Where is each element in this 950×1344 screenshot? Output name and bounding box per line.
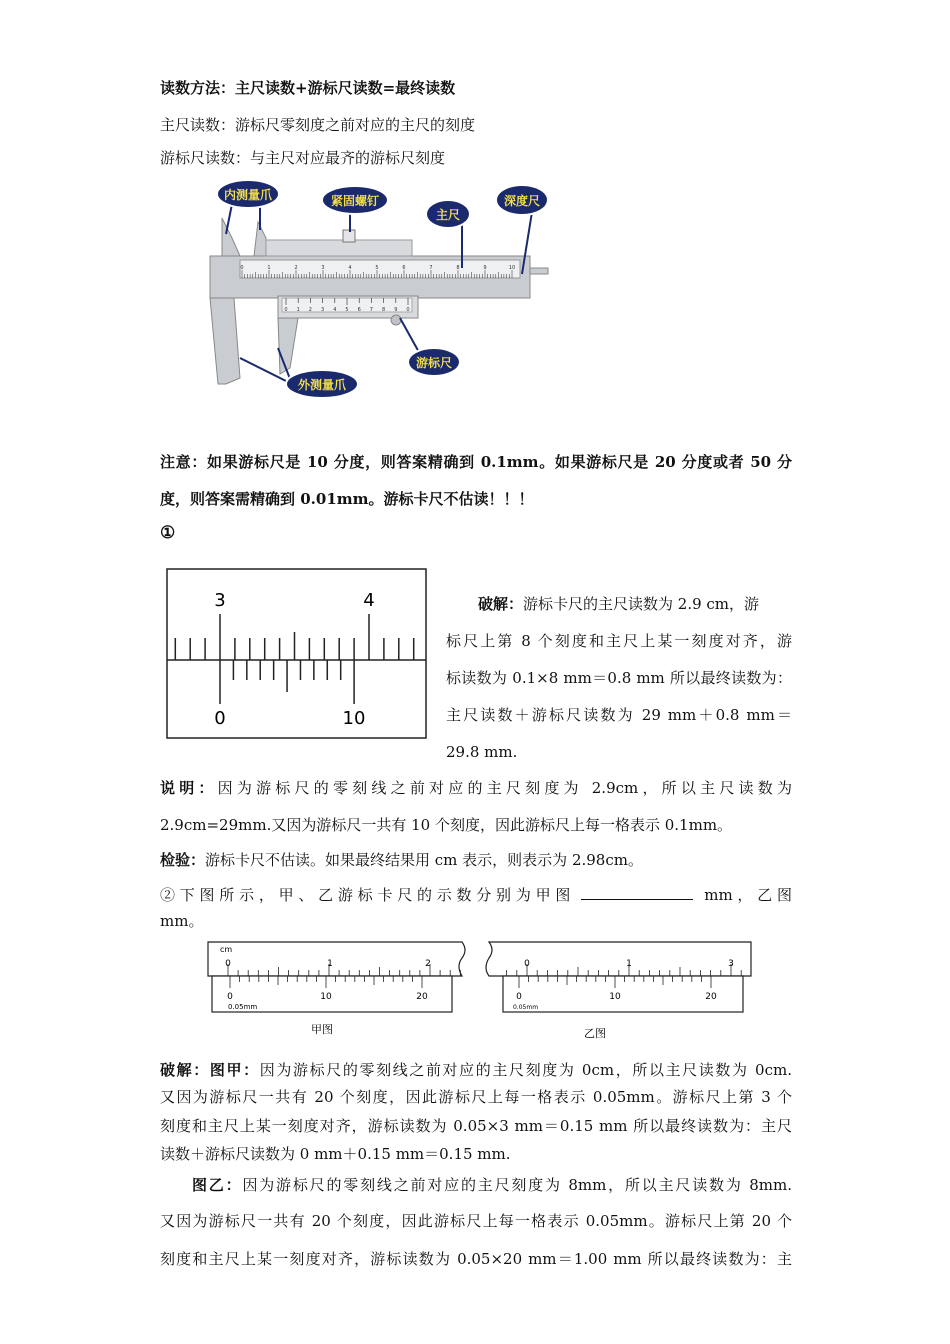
example-1-vernier-figure bbox=[166, 568, 428, 740]
svg-text:内测量爪: 内测量爪 bbox=[223, 188, 273, 202]
main-reading-definition: 主尺读数：游标尺零刻度之前对应的主尺的刻度 bbox=[160, 116, 476, 134]
fig-b-vernier-label-20: 20 bbox=[705, 992, 717, 1002]
solution-b-line-1: 图乙：因为游标尺的零刻线之前对应的主尺刻度为 8mm，所以主尺读数为 8mm. bbox=[192, 1176, 792, 1194]
caliper-outer-jaw-moving bbox=[278, 318, 298, 374]
solution-b-line-2: 又因为游标尺一共有 20 个刻度，因此游标尺上每一格表示 0.05mm。游标尺上第 20 个 bbox=[160, 1212, 792, 1230]
caliper-vernier-tick-label: 0 bbox=[406, 307, 410, 313]
example-1-solution-line-2: 标尺上第 8 个刻度和主尺上某一刻度对齐，游 bbox=[446, 632, 792, 650]
example-1-solution-line-1: 游标卡尺的主尺读数为 2.9 cm，游 bbox=[523, 595, 760, 613]
fig-a-caption: 甲图 bbox=[311, 1023, 333, 1036]
svg-text:深度尺: 深度尺 bbox=[503, 194, 541, 208]
answer-blank-a[interactable] bbox=[581, 885, 693, 900]
caliper-main-tick-label: 8 bbox=[456, 265, 460, 271]
vernier-reading-definition: 游标尺读数：与主尺对应最齐的游标尺刻度 bbox=[160, 149, 446, 167]
label-vernier bbox=[408, 348, 460, 376]
example-1-vernier-label-10: 10 bbox=[342, 708, 366, 729]
caliper-thumb-wheel bbox=[391, 315, 401, 325]
fig-a-vernier-label-0: 0 bbox=[227, 992, 233, 1002]
caliper-outer-jaw-fixed bbox=[210, 298, 240, 384]
caliper-depth-rod bbox=[530, 268, 548, 274]
caliper-main-tick-label: 0 bbox=[240, 265, 244, 271]
caliper-vernier-tick-label: 7 bbox=[369, 307, 373, 313]
caliper-vernier-tick-label: 2 bbox=[308, 307, 312, 313]
example-2-figure-b bbox=[483, 940, 755, 1044]
fig-b-main-label-0: 0 bbox=[524, 959, 530, 969]
caliper-main-tick-label: 2 bbox=[294, 265, 298, 271]
caliper-diagram bbox=[200, 178, 560, 404]
caliper-vernier-tick-label: 3 bbox=[321, 307, 325, 313]
fig-a-main-label-0: 0 bbox=[225, 959, 231, 969]
caliper-vernier-tick-label: 4 bbox=[333, 307, 337, 313]
notice-line-2: 度，则答案需精确到 0.01mm。游标卡尺不估读！！！ bbox=[160, 490, 534, 508]
example-1-frame bbox=[167, 569, 426, 738]
svg-text:外测量爪: 外测量爪 bbox=[297, 378, 347, 392]
caliper-main-tick-label: 4 bbox=[348, 265, 352, 271]
label-inner-jaw bbox=[217, 180, 279, 208]
label-outer-jaw bbox=[286, 370, 358, 398]
example-1-explain-line-1: 说明：因为游标尺的零刻线之前对应的主尺刻度为 2.9cm，所以主尺读数为 bbox=[160, 779, 792, 797]
caliper-vernier-tick-label: 9 bbox=[394, 307, 398, 313]
fig-b-caption: 乙图 bbox=[584, 1027, 606, 1040]
caliper-vernier-tick-label: 0 bbox=[284, 307, 288, 313]
caliper-main-tick-label: 7 bbox=[429, 265, 433, 271]
fig-b-main-label-1: 1 bbox=[626, 959, 632, 969]
example-2-figure-a bbox=[206, 940, 470, 1042]
fig-a-main-label-1: 1 bbox=[327, 959, 333, 969]
example-1-solution-line-5: 29.8 mm. bbox=[446, 743, 518, 761]
caliper-main-tick-label: 3 bbox=[321, 265, 325, 271]
example-1-explain-line-2: 2.9cm=29mm.又因为游标尺一共有 10 个刻度，因此游标尺上每一格表示 0.1mm。 bbox=[160, 816, 733, 834]
svg-text:主尺: 主尺 bbox=[435, 208, 461, 222]
caliper-vernier-tick-label: 1 bbox=[296, 307, 300, 313]
svg-text:游标尺: 游标尺 bbox=[415, 356, 453, 370]
caliper-slider-top bbox=[266, 240, 412, 256]
example-1-check-head: 检验： bbox=[160, 851, 206, 869]
solution-a-line-2: 又因为游标尺一共有 20 个刻度，因此游标尺上每一格表示 0.05mm。游标尺上第 3 个 bbox=[160, 1088, 792, 1106]
example-1-vernier-label-0: 0 bbox=[214, 708, 226, 729]
label-screw bbox=[322, 186, 388, 214]
caliper-main-tick-label: 6 bbox=[402, 265, 406, 271]
fig-b-main-label-2: 3 bbox=[728, 959, 734, 969]
method-heading: 读数方法：主尺读数+游标尺读数=最终读数 bbox=[160, 79, 456, 97]
caliper-vernier-tick-label: 6 bbox=[357, 307, 361, 313]
fig-b-vernier-label-0: 0 bbox=[516, 992, 522, 1002]
example-1-explain-head: 说明： bbox=[160, 779, 218, 797]
fig-a-unit: cm bbox=[220, 945, 233, 954]
fig-a-main-label-2: 2 bbox=[425, 959, 431, 969]
fig-a-vernier-label-20: 20 bbox=[416, 992, 428, 1002]
solution-a-line-3: 刻度和主尺上某一刻度对齐，游标读数为 0.05×3 mm＝0.15 mm 所以最终读数为：主尺 bbox=[160, 1117, 792, 1135]
example-2-question-b: mm ， 乙 图 bbox=[704, 886, 792, 904]
solution-b-head: 图乙： bbox=[192, 1176, 243, 1194]
example-1-solution-line-3: 标读数为 0.1×8 mm＝0.8 mm 所以最终读数为： bbox=[446, 669, 792, 687]
example-1-main-label-4: 4 bbox=[363, 590, 375, 611]
example-1-main-label-3: 3 bbox=[214, 590, 226, 611]
solution-a-line-4: 读数＋游标尺读数为 0 mm＋0.15 mm＝0.15 mm. bbox=[160, 1145, 511, 1163]
solution-b-line-3: 刻度和主尺上某一刻度对齐，游标读数为 0.05×20 mm＝1.00 mm 所以最终读数为：主 bbox=[160, 1250, 792, 1268]
label-main-scale bbox=[426, 200, 470, 228]
caliper-main-tick-label: 9 bbox=[483, 265, 487, 271]
fig-b-vernier-label-10: 10 bbox=[609, 992, 621, 1002]
fig-b-precision: 0.05mm bbox=[513, 1004, 539, 1011]
caliper-main-tick-label: 5 bbox=[375, 265, 379, 271]
svg-text:紧固螺钉: 紧固螺钉 bbox=[330, 194, 380, 208]
caliper-main-scale-face bbox=[240, 260, 520, 278]
example-2-question-a: ② 下 图 所 示 ， 甲 、 乙 游 标 卡 尺 的 示 数 分 别 为 甲 图 bbox=[160, 886, 571, 904]
caliper-main-tick-label: 10 bbox=[508, 265, 516, 271]
notice-line-1: 注意：如果游标尺是 10 分度，则答案精确到 0.1mm。如果游标尺是 20 分度或者 50 分 bbox=[160, 453, 792, 471]
example-1-solution-line-4: 主尺读数＋游标尺读数为 29 mm＋0.8 mm＝ bbox=[446, 706, 792, 724]
label-depth-rod bbox=[496, 185, 548, 215]
solution-a-line-1: 破解：图甲：因为游标尺的零刻线之前对应的主尺刻度为 0cm，所以主尺读数为 0cm. bbox=[160, 1061, 792, 1079]
example-1-solution-head: 破解： bbox=[478, 595, 524, 613]
fig-a-precision: 0.05mm bbox=[228, 1003, 258, 1011]
solution-a-head: 破解：图甲： bbox=[160, 1061, 260, 1079]
example-1-solution bbox=[446, 594, 792, 762]
example-1-marker: ① bbox=[160, 523, 176, 543]
caliper-vernier-tick-label: 8 bbox=[382, 307, 386, 313]
example-2-question bbox=[160, 885, 792, 905]
fig-a-vernier-label-10: 10 bbox=[320, 992, 332, 1002]
caliper-inner-jaw-fixed bbox=[222, 218, 240, 256]
caliper-vernier-tick-label: 5 bbox=[345, 307, 349, 313]
example-2-question-c: mm。 bbox=[160, 912, 204, 930]
caliper-main-tick-label: 1 bbox=[267, 265, 271, 271]
example-1-check: 检验：游标卡尺不估读。如果最终结果用 cm 表示，则表示为 2.98cm。 bbox=[160, 851, 643, 869]
